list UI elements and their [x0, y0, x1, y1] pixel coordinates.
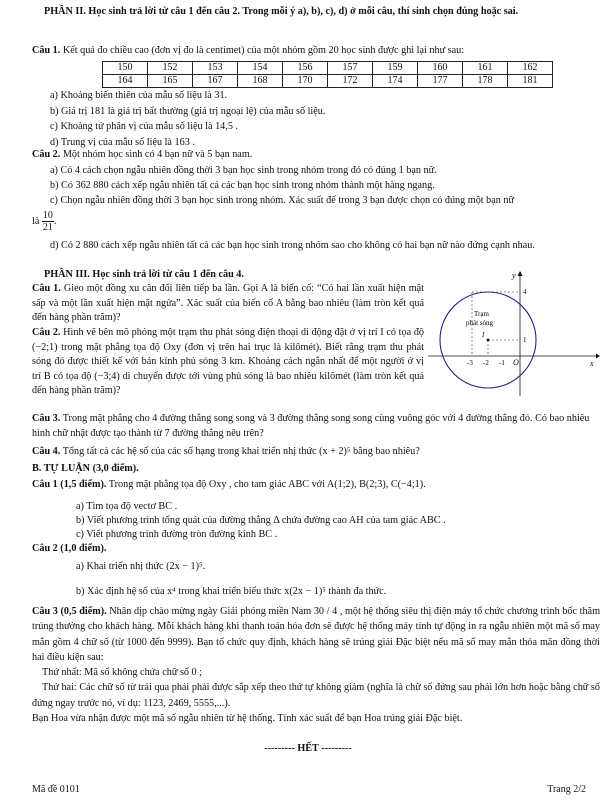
origin-label: O: [513, 358, 519, 367]
question-label: Câu 4.: [32, 446, 61, 457]
fraction: $\frac{10}{21}$: [42, 210, 53, 233]
option-c: c) Khoảng tứ phân vị của mẫu số liệu là 14,5 .: [50, 121, 239, 132]
question-label: Câu 1.: [32, 45, 61, 56]
question-label: Câu 1 (1,5 điểm).: [32, 479, 107, 490]
question-text: Kết quả đo chiều cao (đơn vị đo là centimet) của một nhóm gồm 20 học sinh được ghi lại như sau:: [62, 45, 465, 56]
question-text: Trong mặt phẳng cho 4 đường thẳng song song và 3 đường thẳng song song cùng vuông góc với 4 đường thẳng đó. Có bao nhiêu hình chữ nhật được tạo thành từ 7 đường thẳng nêu trên?: [32, 413, 590, 439]
table-cell: 157: [328, 62, 373, 75]
question-label: Câu 1.: [32, 283, 61, 294]
part-c: c) Viết phương trình đường tròn đường kính BC .: [76, 529, 278, 540]
p3-question-2: [32, 326, 424, 399]
option-d: d) Trung vị của mẫu số liệu là 163 .: [50, 136, 195, 148]
table-cell: 174: [373, 75, 418, 88]
table-cell: 156: [283, 62, 328, 75]
question-label: Câu 2.: [32, 327, 61, 338]
point-I-label: I: [482, 331, 485, 339]
station-label: phát sóng: [466, 319, 494, 327]
y-axis-label: y: [512, 271, 516, 280]
table-cell: 168: [238, 75, 283, 88]
table-cell: 178: [463, 75, 508, 88]
question-text: Hình vẽ bên mô phỏng một trạm thu phát sóng điện thoại di động đặt ở vị trí I có tọa độ (−2;1) trong mặt phẳng tọa độ Oxy (đơn vị trên hai trục là kilômét). Biết rằng trạm thu phát sóng đó được thiết kế với bán kính phủ sóng 3 km. Khoảng cách ngắn nhất để một người ở vị trí B có tọa độ (−3;4) di chuyển được tới vùng phủ sóng là bao nhiêu kilômét (làm tròn kết quả đến hàng phần trăm)?: [32, 327, 425, 397]
table-cell: 165: [148, 75, 193, 88]
question-text: Một nhóm học sinh có 4 bạn nữ và 5 bạn nam.: [62, 149, 253, 160]
x-tick-label: -2: [483, 359, 489, 367]
b-question-2-label: Câu 2 (1,0 điểm).: [32, 543, 107, 554]
part-b: b) Viết phương trình tổng quát của đường thẳng Δ chứa đường cao AH của tam giác ABC .: [76, 515, 446, 526]
table-cell: 160: [418, 62, 463, 75]
part3-heading: PHẦN III. Học sinh trả lời từ câu 1 đến câu 4.: [44, 269, 244, 280]
exam-code: Mã đề 0101: [32, 784, 80, 795]
b-question-1: [32, 478, 598, 492]
x-axis-arrow: [596, 354, 600, 359]
option-c: c) Chọn ngẫu nhiên đồng thời 3 bạn học sinh trong nhóm. Xác suất để trong 3 bạn được chọn có đúng một bạn nữ: [50, 195, 515, 206]
table-row: [103, 62, 553, 75]
end-marker: --------- HẾT ---------: [264, 743, 352, 754]
question-label: Câu 3.: [32, 413, 61, 424]
y-axis-arrow: [518, 271, 523, 276]
y-tick-label: 4: [523, 288, 527, 296]
table-cell: 162: [508, 62, 553, 75]
condition-1: Thứ nhất: Mã số không chứa chữ số 0 ;: [42, 667, 203, 679]
station-label: Trạm: [474, 310, 489, 318]
question-text: Tổng tất cả các hệ số của các số hạng trong khai triển nhị thức (x + 2)⁵ bằng bao nhiêu?: [62, 446, 420, 457]
table-cell: 150: [103, 62, 148, 75]
b-q1-parts: [76, 500, 600, 542]
p2-question-1: [32, 44, 602, 58]
table-cell: 153: [193, 62, 238, 75]
option-b: b) Giá trị 181 là giá trị bất thường (giá trị ngoại lệ) của mẫu số liệu.: [50, 105, 326, 117]
condition-2: Thứ hai: Các chữ số từ trái qua phải phải được sắp xếp theo thứ tự không giảm (nghĩa là chữ số đứng sau phải lớn hơn hoặc bằng chữ số đứng ngay trước nó, ví dụ: 1123, 2469, 5555,...).: [32, 682, 600, 709]
part-b: b) Xác định hệ số của x⁴ trong khai triển biểu thức x(2x − 1)⁵ thành đa thức.: [76, 586, 387, 597]
part-a: a) Khai triển nhị thức (2x − 1)⁵.: [76, 561, 206, 572]
table-cell: 177: [418, 75, 463, 88]
x-tick-label: -3: [467, 359, 473, 367]
table-cell: 159: [373, 62, 418, 75]
option-a: a) Khoảng biến thiên của mẫu số liệu là 31.: [50, 90, 228, 101]
table-cell: 164: [103, 75, 148, 88]
table-cell: 170: [283, 75, 328, 88]
table-cell: 154: [238, 62, 283, 75]
question-text: Gieo một đồng xu cân đối liên tiếp ba lần. Gọi A là biến cố: “Có hai lần xuất hiện mặt sấp và một lần xuất hiện mặt ngửa”. Xác suất của biến cố A bằng bao nhiêu (làm tròn kết quả đến hàng phần trăm)?: [32, 283, 424, 324]
table-cell: 167: [193, 75, 238, 88]
part-a: a) Tìm tọa độ vectơ BC .: [76, 501, 178, 512]
option-b: b) Có 362 880 cách xếp ngẫu nhiên tất cả các bạn học sinh trong nhóm thành một hàng ngang.: [50, 180, 435, 191]
partB-heading: B. TỰ LUẬN (3,0 điểm).: [32, 463, 139, 474]
p3-question-1: [32, 282, 424, 326]
height-data-table: [102, 61, 553, 88]
table-cell: 152: [148, 62, 193, 75]
question-text: Trong mặt phẳng tọa độ Oxy , cho tam giác ABC với A(1;2), B(2;3), C(−4;1).: [108, 479, 426, 490]
x-axis-label: x: [590, 359, 594, 368]
table-row: [103, 75, 553, 88]
option-d: d) Có 2 880 cách xếp ngẫu nhiên tất cả các bạn học sinh trong nhóm sao cho không có hai bạn nữ nào đứng cạnh nhau.: [50, 240, 535, 251]
option-c-fraction: là $\frac{10}{21}$ .: [32, 210, 57, 233]
b-question-3: [32, 604, 600, 726]
p2-q1-options: [50, 88, 600, 150]
y-tick-label: 1: [523, 336, 527, 344]
p3-question-4: [32, 445, 598, 459]
question-label: Câu 2.: [32, 149, 61, 160]
question-label: Câu 3 (0,5 điểm).: [32, 606, 107, 617]
question-end: Bạn Hoa vừa nhận được một mã số ngẫu nhiên từ hệ thống. Tính xác suất để bạn Hoa trúng giải Đặc biệt.: [32, 713, 463, 725]
question-text: Nhân dịp chào mừng ngày Giải phóng miền Nam 30 / 4 , một hệ thống siêu thị điện máy tổ chức chương trình bốc thăm trúng thưởng cho khách hàng. Mỗi khách hàng khi thanh toán hóa đơn sẽ được hệ thống máy tính tự động in ra ngẫu nhiên một mã số may mắn gồm 4 chữ số (từ 1000 đến 9999). Bạn tổ chức quy định, khách hàng sẽ trúng giải Đặc biệt nếu mã số may mắn thỏa mãn đồng thời hai điều kiện sau:: [32, 606, 600, 663]
table-cell: 181: [508, 75, 553, 88]
table-cell: 172: [328, 75, 373, 88]
table-cell: 161: [463, 62, 508, 75]
x-tick-label: -1: [499, 359, 505, 367]
page-number: Trang 2/2: [547, 784, 586, 795]
option-a: a) Có 4 cách chọn ngẫu nhiên đồng thời 3 bạn học sinh trong nhóm trong đó có đúng 1 bạn nữ.: [50, 164, 437, 176]
p3-question-3: [32, 412, 598, 441]
p2-question-2: [32, 147, 602, 194]
part2-heading: PHẦN II. Học sinh trả lời từ câu 1 đến câu 2. Trong mỗi ý a), b), c), d) ở mỗi câu, thí sinh chọn đúng hoặc sai.: [44, 6, 519, 17]
point-I: [487, 339, 490, 342]
coverage-figure: [424, 268, 600, 398]
